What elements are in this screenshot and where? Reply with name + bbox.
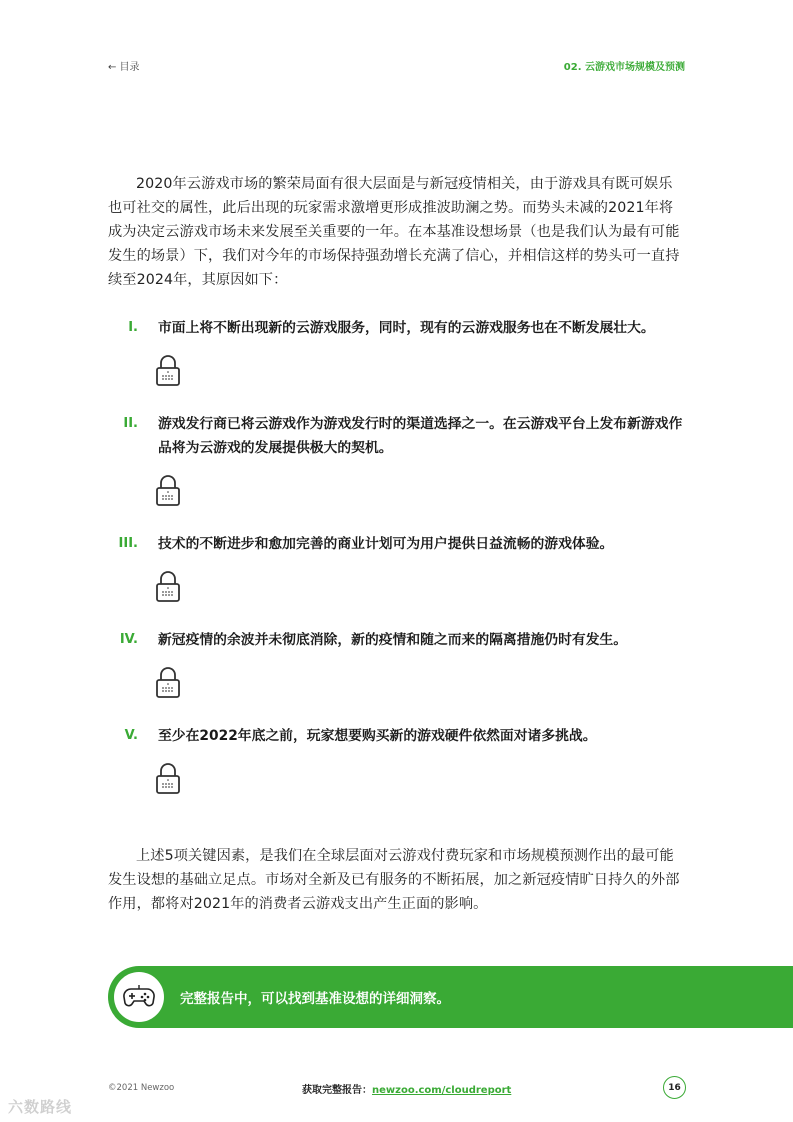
lock-icon bbox=[155, 666, 181, 699]
list-item-text: 技术的不断进步和愈加完善的商业计划可为用户提供日益流畅的游戏体验。 bbox=[158, 536, 614, 552]
section-title: 02. 云游戏市场规模及预测 bbox=[563, 62, 685, 73]
back-to-toc-link[interactable]: ← 目录 bbox=[108, 62, 140, 73]
lock-icon bbox=[155, 354, 181, 387]
lock-icon bbox=[155, 762, 181, 795]
list-item-text: 新冠疫情的余波并未彻底消除，新的疫情和随之而来的隔离措施仍时有发生。 bbox=[158, 632, 628, 648]
list-item-number: III. bbox=[118, 536, 138, 551]
list-item-number: IV. bbox=[119, 632, 138, 647]
intro-paragraph bbox=[108, 172, 686, 292]
footer-cta-label: 获取完整报告： bbox=[302, 1085, 372, 1096]
list-item-text: 游戏发行商已将云游戏作为游戏发行时的渠道选择之一。在云游戏平台上发布新游戏作品将为云游戏的发展提供极大的契机。 bbox=[158, 416, 683, 456]
footer-copyright: ©2021 Newzoo bbox=[108, 1083, 175, 1093]
closing-paragraph-text: 上述5项关键因素，是我们在全球层面对云游戏付费玩家和市场规模预测作出的最可能发生设想的基础立足点。市场对全新及已有服务的不断拓展，加之新冠疫情旷日持久的外部作用，都将对2021年的消费者云游戏支出产生正面的影响。 bbox=[108, 848, 680, 912]
report-link[interactable]: newzoo.com/cloudreport bbox=[372, 1085, 512, 1096]
callout-banner bbox=[108, 966, 793, 1028]
lock-icon bbox=[155, 570, 181, 603]
lock-icon bbox=[155, 474, 181, 507]
watermark: 六数路线 bbox=[8, 1098, 73, 1116]
list-item-number: V. bbox=[124, 728, 138, 743]
closing-paragraph bbox=[108, 844, 686, 916]
list-item-number: I. bbox=[128, 320, 138, 335]
page-number: 16 bbox=[663, 1076, 686, 1099]
list-item-number: II. bbox=[123, 416, 138, 431]
banner-icon-circle bbox=[114, 972, 164, 1022]
list-item-text: 至少在2022年底之前，玩家想要购买新的游戏硬件依然面对诸多挑战。 bbox=[158, 728, 597, 744]
footer-cta bbox=[302, 1081, 511, 1096]
gamepad-icon bbox=[122, 984, 156, 1010]
intro-paragraph-text: 2020年云游戏市场的繁荣局面有很大层面是与新冠疫情相关，由于游戏具有既可娱乐也可社交的属性，此后出现的玩家需求激增更形成推波助澜之势。而势头未减的2021年将成为决定云游戏市场未来发展至关重要的一年。在本基准设想场景（也是我们认为最有可能发生的场景）下，我们对今年的市场保持强劲增长充满了信心，并相信这样的势头可一直持续至2024年，其原因如下： bbox=[108, 176, 680, 288]
list-item-text: 市面上将不断出现新的云游戏服务，同时，现有的云游戏服务也在不断发展壮大。 bbox=[158, 320, 655, 336]
banner-text: 完整报告中，可以找到基准设想的详细洞察。 bbox=[180, 991, 450, 1007]
